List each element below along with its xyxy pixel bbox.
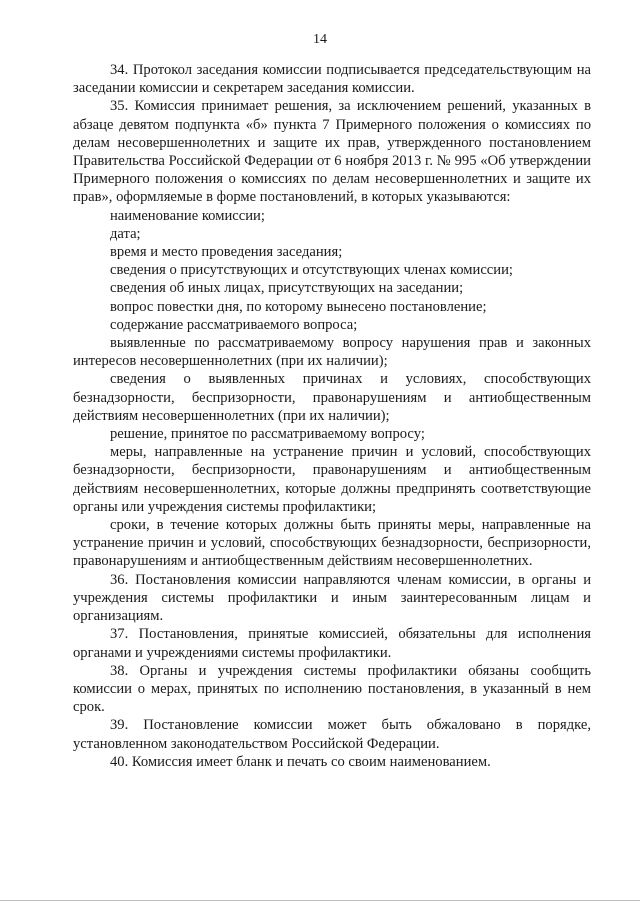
paragraph-34-signing: 34. Протокол заседания комиссии подписывается председательствующим на заседании комиссии и секретарем заседания комиссии. bbox=[73, 62, 591, 97]
document-body bbox=[73, 61, 591, 771]
list-item-rights-violations: выявленные по рассматриваемому вопросу нарушения прав и законных интересов несовершеннолетних (при их наличии); bbox=[73, 335, 591, 370]
list-item-agenda-question: вопрос повестки дня, по которому вынесено постановление; bbox=[110, 298, 487, 315]
list-item-date: дата; bbox=[110, 225, 141, 242]
list-item-members-attendance: сведения о присутствующих и отсутствующих членах комиссии; bbox=[110, 262, 513, 279]
list-item-causes-conditions: сведения о выявленных причинах и условиях, способствующих безнадзорности, беспризорности, правонарушениям и антиобщественным действиям несовершеннолетних (при их наличии); bbox=[73, 371, 591, 424]
list-item-decision: решение, принятое по рассматриваемому вопросу; bbox=[110, 426, 425, 443]
paragraph-39-appeal: 39. Постановление комиссии может быть обжаловано в порядке, установленном законодательством Российской Федерации. bbox=[73, 717, 591, 752]
paragraph-37-binding: 37. Постановления, принятые комиссией, обязательны для исполнения органами и учреждениями системы профилактики. bbox=[73, 626, 591, 661]
list-item-commission-name: наименование комиссии; bbox=[110, 207, 265, 224]
footer-rule bbox=[0, 900, 640, 901]
list-item-deadlines: сроки, в течение которых должны быть приняты меры, направленные на устранение причин и условий, способствующих безнадзорности, беспризорности, правонарушениям и антиобщественным действиям несовершеннолетних. bbox=[73, 517, 591, 570]
page-number: 14 bbox=[313, 32, 327, 47]
list-item-other-persons: сведения об иных лицах, присутствующих на заседании; bbox=[110, 280, 464, 297]
paragraph-36-distribution: 36. Постановления комиссии направляются членам комиссии, в органы и учреждения системы профилактики и иным заинтересованным лицам и организациям. bbox=[73, 571, 591, 625]
list-item-measures: меры, направленные на устранение причин и условий, способствующих безнадзорности, беспризорности, правонарушениям и антиобщественным действиям несовершеннолетних, которые должны предпринять соответствующие органы или учреждения системы профилактики; bbox=[73, 444, 591, 515]
paragraph-38-reporting: 38. Органы и учреждения системы профилактики обязаны сообщить комиссии о мерах, принятых по исполнению постановления, в указанный в нем срок. bbox=[73, 662, 591, 716]
list-item-time-place: время и место проведения заседания; bbox=[110, 244, 343, 261]
list-item-question-content: содержание рассматриваемого вопроса; bbox=[110, 316, 358, 333]
paragraph-35-decisions: 35. Комиссия принимает решения, за исключением решений, указанных в абзаце девятом подпункта «б» пункта 7 Примерного положения о комиссиях по делам несовершеннолетних и защите их прав, утвержденного постановлением Правительства Российской Федерации от 6 ноября 2013 г. № 995 «Об утверждении Примерного положения о комиссиях по делам несовершеннолетних и защите их прав», оформляемые в форме постановлений, в которых указываются: bbox=[73, 98, 591, 206]
paragraph-40-seal: 40. Комиссия имеет бланк и печать со своим наименованием. bbox=[110, 753, 491, 770]
